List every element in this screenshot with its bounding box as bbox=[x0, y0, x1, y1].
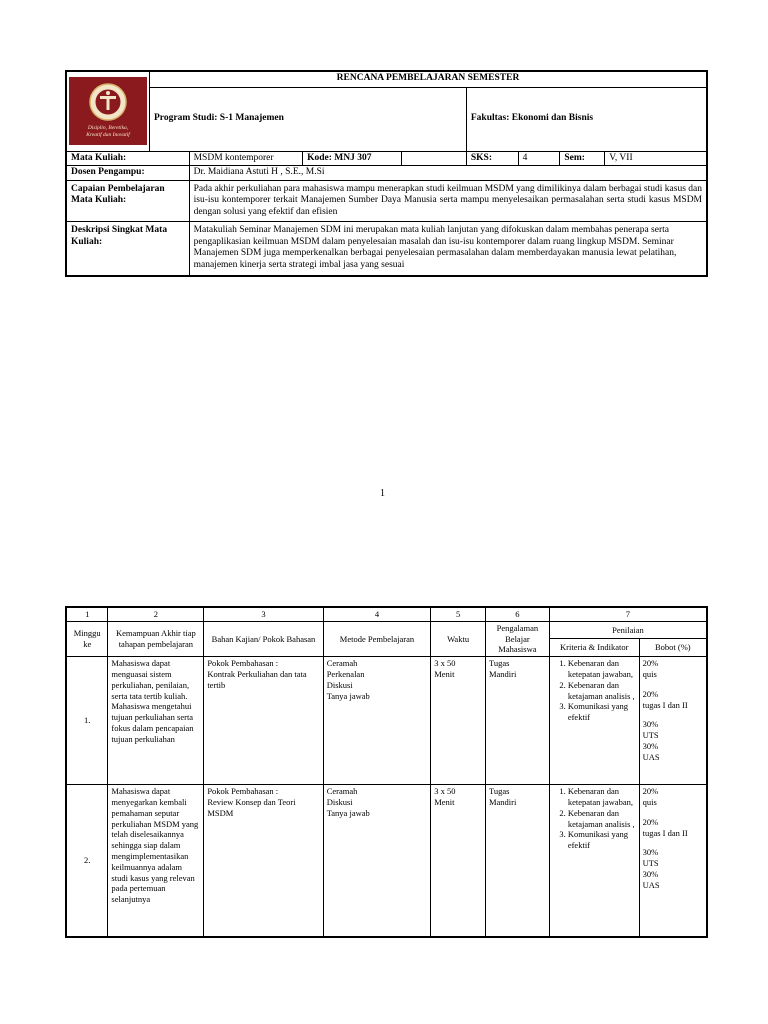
metode-item: Ceramah bbox=[326, 658, 358, 669]
dosen-value: Dr. Maidiana Astuti H , S.E., M.Si bbox=[189, 166, 707, 181]
logo-motto: Disiplin, Beretika, Kreatif dan Inovatif bbox=[86, 125, 130, 138]
metode-item: Tanya jawab bbox=[326, 690, 370, 701]
metode-cell bbox=[323, 657, 431, 785]
bobot-label: UAS bbox=[642, 879, 660, 890]
kriteria-item: 2. Kebenaran dan ketajaman analisis , bbox=[568, 808, 636, 830]
bobot-percent: 30% bbox=[642, 719, 659, 730]
column-number-row bbox=[66, 607, 707, 621]
mata-kuliah-value: MSDM kontemporer bbox=[189, 151, 302, 166]
emblem-icon bbox=[88, 82, 128, 122]
header-kriteria: Kriteria & Indikator bbox=[549, 639, 639, 657]
col-number: 7 bbox=[549, 607, 707, 621]
waktu-value: 3 x 50 bbox=[434, 658, 456, 669]
pengalaman-line: Mandiri bbox=[488, 668, 517, 679]
minggu-cell: 1. bbox=[66, 657, 108, 785]
dosen-label: Dosen Pengampu: bbox=[66, 166, 189, 181]
kriteria-item: 3. Komunikasi yang efektif bbox=[568, 701, 636, 723]
table-row bbox=[66, 657, 707, 785]
sem-value: V, VII bbox=[605, 151, 707, 166]
header-minggu: Minggu ke bbox=[66, 621, 108, 656]
kemampuan-cell: Mahasiswa dapat menguasai sistem perkuliahan, penilaian, serta tata tertib kuliah. Mahasiswa mengetahui tujuan perkuliahan serta fokus dalam pencapaian tujuan perkuliahan bbox=[108, 657, 204, 785]
learning-plan-table bbox=[65, 606, 708, 938]
rps-header-table bbox=[65, 70, 708, 277]
program-studi: Program Studi: S-1 Manajemen bbox=[150, 87, 467, 151]
kriteria-cell bbox=[549, 657, 639, 785]
header-kemampuan: Kemampuan Akhir tiap tahapan pembelajaran bbox=[108, 621, 204, 656]
col-number: 6 bbox=[485, 607, 549, 621]
metode-item: Ceramah bbox=[326, 786, 358, 797]
pengalaman-line: Tugas bbox=[488, 786, 510, 797]
waktu-unit: Menit bbox=[434, 796, 455, 807]
page-number: 1 bbox=[380, 488, 385, 499]
fakultas: Fakultas: Ekonomi dan Bisnis bbox=[466, 87, 707, 151]
bobot-label: UTS bbox=[642, 858, 659, 869]
bobot-label: tugas I dan II bbox=[642, 827, 688, 838]
sem-label: Sem: bbox=[560, 151, 605, 166]
bahan-topic: Kontrak Perkuliahan dan tata tertib bbox=[207, 668, 307, 690]
pengalaman-cell bbox=[485, 785, 549, 937]
kriteria-list bbox=[553, 658, 636, 723]
col-number: 3 bbox=[204, 607, 323, 621]
bahan-cell bbox=[204, 785, 323, 937]
header-pengalaman: Pengalaman Belajar Mahasiswa bbox=[485, 621, 549, 656]
bobot-label: UTS bbox=[642, 730, 659, 741]
kode-spacer bbox=[402, 151, 466, 166]
header-row bbox=[66, 621, 707, 639]
mata-kuliah-label: Mata Kuliah: bbox=[66, 151, 189, 166]
pengalaman-cell bbox=[485, 657, 549, 785]
metode-cell bbox=[323, 785, 431, 937]
pengalaman-line: Mandiri bbox=[488, 796, 517, 807]
col-number: 1 bbox=[66, 607, 108, 621]
header-penilaian: Penilaian bbox=[549, 621, 707, 639]
bahan-heading: Pokok Pembahasan : bbox=[207, 658, 279, 669]
header-bahan: Bahan Kajian/ Pokok Bahasan bbox=[204, 621, 323, 656]
bobot-percent: 30% bbox=[642, 868, 659, 879]
bahan-heading: Pokok Pembahasan : bbox=[207, 786, 279, 797]
kriteria-item: 1. Kebenaran dan ketepatan jawaban, bbox=[568, 786, 636, 808]
metode-item: Diskusi bbox=[326, 796, 353, 807]
kriteria-list bbox=[553, 786, 636, 851]
document-title: RENCANA PEMBELAJARAN SEMESTER bbox=[150, 71, 708, 87]
bobot-percent: 20% bbox=[642, 658, 659, 669]
capaian-label: Capaian Pembelajaran Mata Kuliah: bbox=[66, 180, 189, 222]
bobot-percent: 20% bbox=[642, 688, 659, 699]
deskripsi-value: Matakuliah Seminar Manajemen SDM ini merupakan mata kuliah lanjutan yang difokuskan dalam membahas penerapa serta pengaplikasian keilmuan MSDM dalam penyelesaian masalah dan isu-isu kontemporer dalam ruang lingkup MSDM. Seminar Manajemen SDM juga memperkenalkan berbagai penyelesaian permasalahan dalam memberdayakan manusia lewat pelatihan, manajemen kinerja serta strategi imbal jasa yang sesuai bbox=[189, 222, 707, 277]
logo-cell bbox=[66, 71, 150, 151]
bobot-cell bbox=[639, 785, 707, 937]
waktu-cell bbox=[431, 657, 486, 785]
kriteria-item: 3. Komunikasi yang efektif bbox=[568, 829, 636, 851]
bobot-percent: 30% bbox=[642, 740, 659, 751]
capaian-value: Pada akhir perkuliahan para mahasiswa mampu menerapkan studi keilmuan MSDM yang dimilikinya dalam berbagai studi kasus dan isu-isu kontemporer terkait Manajemen Sumber Daya Manusia serta mampu menyelesaikan permasalahan serta studi kasus MSDM dengan solusi yang efektif dan efisien bbox=[189, 180, 707, 222]
deskripsi-label: Deskripsi Singkat Mata Kuliah: bbox=[66, 222, 189, 277]
kriteria-cell bbox=[549, 785, 639, 937]
pengalaman-line: Tugas bbox=[488, 658, 510, 669]
kriteria-item: 1. Kebenaran dan ketepatan jawaban, bbox=[568, 658, 636, 680]
header-bobot: Bobot (%) bbox=[639, 639, 707, 657]
bobot-percent: 30% bbox=[642, 847, 659, 858]
col-number: 2 bbox=[108, 607, 204, 621]
kode: Kode: MNJ 307 bbox=[303, 151, 402, 166]
header-waktu: Waktu bbox=[431, 621, 486, 656]
bobot-cell bbox=[639, 657, 707, 785]
waktu-unit: Menit bbox=[434, 668, 455, 679]
bobot-label: UAS bbox=[642, 751, 660, 762]
bobot-label: quis bbox=[642, 668, 657, 679]
col-number: 4 bbox=[323, 607, 431, 621]
kemampuan-cell: Mahasiswa dapat menyegarkan kembali pemahaman seputar perkuliahan MSDM yang telah diselesaikannya sehingga siap dalam mengimplementasikan keilmuannya adalam studi kasus yang relevan pada pertemuan selanjutnya bbox=[108, 785, 204, 937]
bobot-label: quis bbox=[642, 796, 657, 807]
header-metode: Metode Pembelajaran bbox=[323, 621, 431, 656]
sks-label: SKS: bbox=[466, 151, 518, 166]
sks-value: 4 bbox=[518, 151, 560, 166]
bobot-percent: 20% bbox=[642, 816, 659, 827]
table-row bbox=[66, 785, 707, 937]
kriteria-item: 2. Kebenaran dan ketajaman analisis , bbox=[568, 680, 636, 702]
metode-item: Diskusi bbox=[326, 679, 353, 690]
bahan-topic: Review Konsep dan Teori MSDM bbox=[207, 796, 296, 818]
bobot-percent: 20% bbox=[642, 786, 659, 797]
bobot-label: tugas I dan II bbox=[642, 699, 688, 710]
metode-item: Perkenalan bbox=[326, 668, 365, 679]
bahan-cell bbox=[204, 657, 323, 785]
waktu-value: 3 x 50 bbox=[434, 786, 456, 797]
minggu-cell: 2. bbox=[66, 785, 108, 937]
waktu-cell bbox=[431, 785, 486, 937]
col-number: 5 bbox=[431, 607, 486, 621]
university-logo bbox=[69, 77, 147, 145]
metode-item: Tanya jawab bbox=[326, 807, 370, 818]
